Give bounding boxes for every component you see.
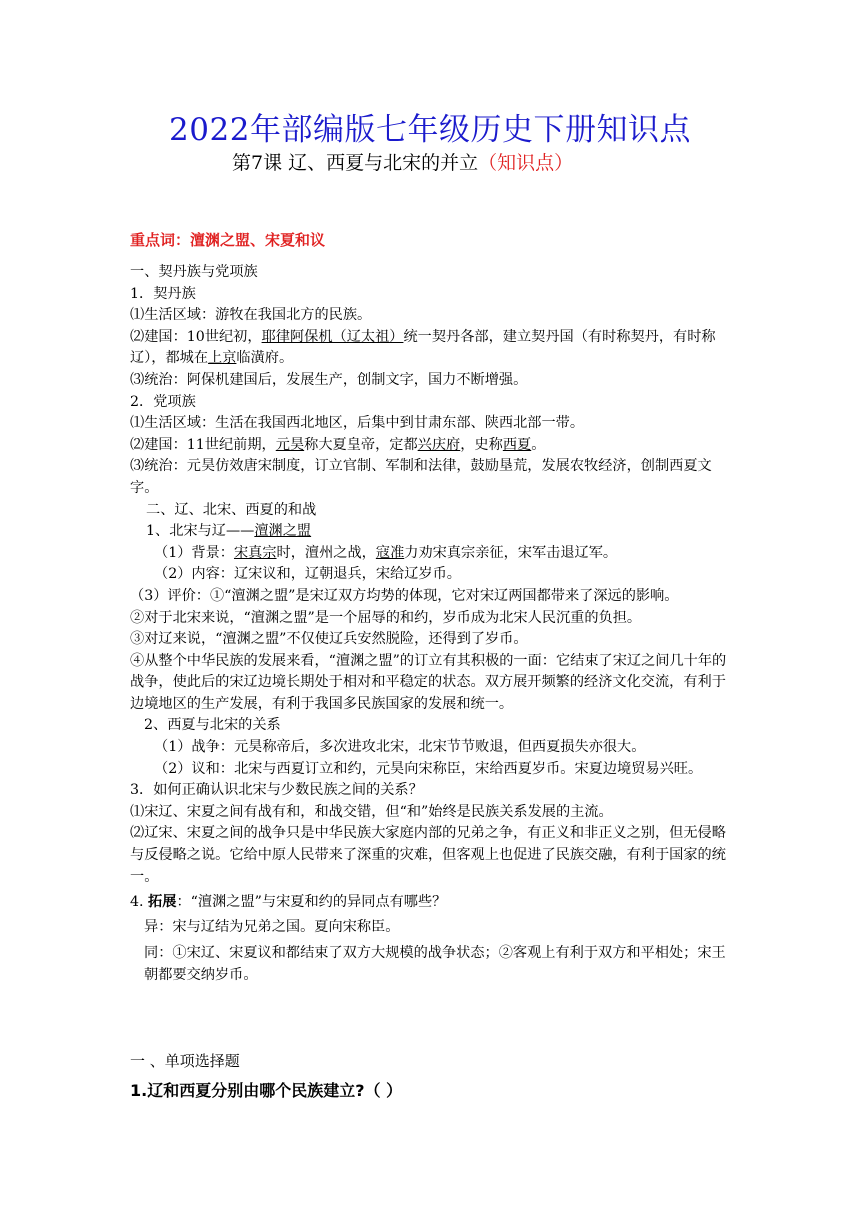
underlined-term: 宋真宗 [233, 544, 277, 561]
question-1: 1.辽和西夏分别由哪个民族建立?（ ） [130, 1081, 403, 1100]
text-span: ⑵建国：11世纪前期， [130, 436, 276, 453]
text-span: 1、北宋与辽—— [146, 523, 255, 540]
sub-heading: 2．党项族 [130, 393, 196, 410]
sub-heading: 1．契丹族 [130, 285, 196, 302]
underlined-term: 澶渊之盟 [254, 523, 312, 540]
note-line: ⑶统治：元昊仿效唐宋制度，订立官制、军制和法律，鼓励垦荒，发展农牧经济，创制西夏文字。 [130, 458, 712, 496]
section-heading: 一、契丹族与党项族 [130, 264, 258, 280]
note-line: （3）评价：①“澶渊之盟”是宋辽双方均势的体现，它对宋辽两国都带来了深远的影响。 [130, 587, 679, 604]
note-line: ⑴宋辽、宋夏之间有战有和，和战交错，但“和”始终是民族关系发展的主流。 [130, 803, 613, 820]
note-line [130, 435, 730, 457]
document-title: 2022年部编版七年级历史下册知识点 [169, 112, 691, 148]
text-span: 力劝宋真宗亲征，宋军击退辽军。 [404, 544, 618, 561]
lesson-subtitle [232, 148, 573, 175]
text-span: 临潢府。 [236, 350, 294, 367]
exercise-heading: 一 、单项选择题 [130, 1052, 240, 1070]
note-line [130, 327, 730, 370]
note-line: 异：宋与辽结为兄弟之国。夏向宋称臣。 [144, 918, 400, 935]
lesson-tag: （知识点） [478, 152, 574, 174]
notes-body [130, 262, 730, 987]
note-line: 同：①宋辽、宋夏议和都结束了双方大规模的战争状态；②客观上有利于双方和平相处；宋王朝都要交纳岁币。 [144, 945, 726, 983]
sub-heading [130, 521, 730, 543]
text-span: 时，澶州之战， [276, 544, 376, 561]
text-span: 统一契丹各部，建立契丹国（有时称契丹，有时称辽），都城在 [130, 328, 716, 367]
underlined-term: 耶律阿保机（辽太祖） [261, 328, 404, 345]
text-span: ：“澶渊之盟”与宋夏和约的异同点有哪些？ [176, 894, 447, 911]
underlined-term: 寇准 [375, 544, 405, 561]
text-span: （1）背景： [154, 544, 234, 561]
text-span: ⑵建国：10世纪初， [130, 328, 262, 345]
note-line: ⑵辽宋、宋夏之间的战争只是中华民族大家庭内部的兄弟之争，有正义和非正义之别，但无侵略与反侵略之说。它给中原人民带来了深重的灾难，但客观上也促进了民族交融，有利于国家的统一。 [130, 825, 726, 885]
sub-heading: 2、西夏与北宋的关系 [144, 717, 281, 734]
note-line: （1）战争：元昊称帝后，多次进攻北宋，北宋节节败退，但西夏损失亦很大。 [154, 739, 646, 756]
note-line: （2）内容：辽宋议和，辽朝退兵，宋给辽岁币。 [154, 566, 461, 583]
text-span: 4. [130, 894, 149, 911]
note-line: ⑴生活区域：生活在我国西北地区，后集中到甘肃东部、陕西北部一带。 [130, 415, 585, 432]
note-line: ②对于北宋来说，“澶渊之盟”是一个屈辱的和约，岁币成为北宋人民沉重的负担。 [130, 609, 642, 626]
note-line: ⑶统治：阿保机建国后，发展生产，创制文字，国力不断增强。 [130, 371, 528, 388]
text-span: 。 [531, 436, 546, 453]
sub-heading [130, 892, 730, 914]
note-line: ③对辽来说，“澶渊之盟”不仅使辽兵安然脱险，还得到了岁币。 [130, 631, 528, 648]
text-span: ，史称 [460, 436, 503, 453]
sub-heading: 3．如何正确认识北宋与少数民族之间的关系？ [130, 782, 423, 799]
note-line: （2）议和：北宋与西夏订立和约，元昊向宋称臣，宋给西夏岁币。宋夏边境贸易兴旺。 [154, 760, 703, 777]
key-words: 重点词：澶渊之盟、宋夏和议 [130, 231, 326, 249]
lesson-name: 第7课 辽、西夏与北宋的并立 [232, 152, 479, 174]
extension-label: 拓展 [148, 894, 177, 911]
underlined-term: 上京 [208, 350, 237, 367]
section-heading: 二、辽、北宋、西夏的和战 [146, 501, 317, 518]
underlined-term: 元昊 [275, 436, 305, 453]
text-span: 称大夏皇帝，定都 [304, 436, 418, 453]
note-line: ④从整个中华民族的发展来看，“澶渊之盟”的订立有其积极的一面：它结束了宋辽之间几十年的战争，使此后的宋辽边境长期处于相对和平稳定的状态。双方展开频繁的经济文化交流，有利于边境地区的生产发展，有利于我国多民族国家的发展和统一。 [130, 652, 727, 712]
underlined-term: 兴庆府 [417, 436, 461, 453]
note-line: ⑴生活区域：游牧在我国北方的民族。 [130, 307, 372, 324]
underlined-term: 西夏 [502, 436, 532, 453]
note-line [130, 543, 730, 565]
